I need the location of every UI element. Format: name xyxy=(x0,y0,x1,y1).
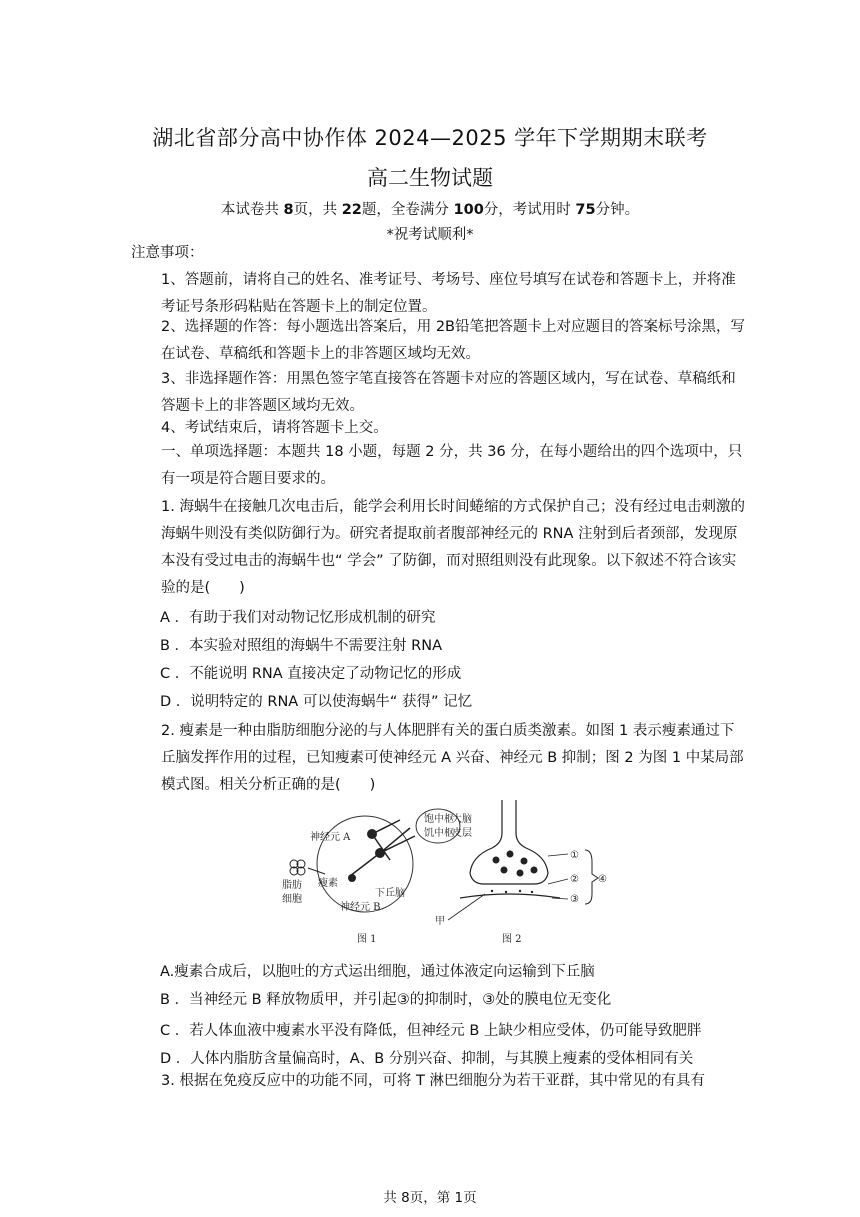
note-item: 3、非选择题作答：用黑色签字笔直接答在答题卡对应的答题区域内，写在试卷、草稿纸和答题卡上的非答题区域均无效。 xyxy=(161,371,736,414)
neuron-b-body xyxy=(375,848,385,858)
synapse-diagram xyxy=(460,800,560,898)
satiety-center-label: 饱中枢 xyxy=(424,814,454,825)
mark-4: ④ xyxy=(598,874,607,885)
mark-1: ① xyxy=(570,850,579,861)
q1-option-a: A ．有助于我们对动物记忆形成机制的研究 xyxy=(160,610,436,626)
figure-2-caption: 图 2 xyxy=(502,934,522,945)
note-item: 4、考试结束后，请将答题卡上交。 xyxy=(161,420,388,436)
leptin-label: 瘦素 xyxy=(318,878,338,889)
mark-2: ② xyxy=(570,874,579,885)
figure-1-caption: 图 1 xyxy=(357,934,377,945)
q2-option-d: D ．人体内脂肪含量偏高时，A、B 分别兴奋、抑制，与其膜上瘦素的受体相同有关 xyxy=(160,1051,694,1067)
cortex-label-2: 皮层 xyxy=(452,828,472,839)
notes-heading: 注意事项： xyxy=(131,245,204,261)
hunger-center-label: 饥中枢 xyxy=(424,828,454,839)
q1-option-b: B ．本实验对照组的海蜗牛不需要注射 RNA xyxy=(160,638,443,654)
question-1-stem: 1. 海蜗牛在接触几次电击后，能学会利用长时间蜷缩的方式保护自己；没有经过电击刺激的海蜗牛则没有类似防御行为。研究者提取前者腹部神经元的 RNA 注射到后者颈部，发现原本没有受过电击的海蜗牛也“ 学会” 了防御，而对照组则没有此现象。以下叙述不符合该实验的是( ) xyxy=(161,499,745,596)
note-item: 1、答题前，请将自己的姓名、准考证号、考场号、座位号填写在试卷和答题卡上，并将准考证号条形码粘贴在答题卡上的制定位置。 xyxy=(161,272,736,315)
q1-option-d: D ．说明特定的 RNA 可以使海蜗牛“ 获得” 记忆 xyxy=(160,694,473,710)
q2-option-a: A.瘦素合成后，以胞吐的方式运出细胞，通过体液定向运输到下丘脑 xyxy=(160,964,595,980)
fat-cell-label-2: 细胞 xyxy=(282,894,302,905)
q2-option-b: B ．当神经元 B 释放物质甲，并引起③的抑制时，③处的膜电位无变化 xyxy=(160,992,612,1008)
page-footer: 共 8页，第 1页 xyxy=(383,1190,477,1206)
exam-wish: *祝考试顺利* xyxy=(386,227,474,243)
exam-info: 本试卷共 8页，共 22题，全卷满分 100分，考试用时 75分钟。 xyxy=(220,202,640,218)
fat-cell-icon xyxy=(290,860,305,875)
leptin-figure xyxy=(280,798,610,950)
label-jia: 甲 xyxy=(435,916,445,927)
cortex-label-1: 大脑 xyxy=(452,814,472,825)
q2-option-c: C ．若人体血液中瘦素水平没有降低，但神经元 B 上缺少相应受体，仍可能导致肥胖 xyxy=(160,1023,702,1039)
neuron-a-body xyxy=(367,829,377,839)
q1-option-c: C ．不能说明 RNA 直接决定了动物记忆的形成 xyxy=(160,666,462,682)
section-heading: 一、单项选择题：本题共 18 小题，每题 2 分，共 36 分，在每小题给出的四个选项中，只有一项是符合题目要求的。 xyxy=(161,444,743,487)
neuron-b-label: 神经元 B xyxy=(340,902,381,913)
exam-title: 湖北省部分高中协作体 2024—2025 学年下学期期末联考 xyxy=(152,126,708,150)
question-3-stem: 3. 根据在免疫反应中的功能不同，可将 T 淋巴细胞分为若干亚群，其中常见的有具有 xyxy=(161,1073,706,1089)
hypothalamus-label: 下丘脑 xyxy=(375,888,405,899)
exam-subtitle: 高二生物试题 xyxy=(367,166,493,190)
mark-3: ③ xyxy=(570,894,579,905)
note-item: 2、选择题的作答：每小题选出答案后，用 2B铅笔把答题卡上对应题目的答案标号涂黑，写在试卷、草稿纸和答题卡上的非答题区域均无效。 xyxy=(161,319,746,362)
fat-cell-label-1: 脂肪 xyxy=(282,880,302,891)
neuron-a-label: 神经元 A xyxy=(310,832,351,843)
question-2-stem: 2. 瘦素是一种由脂肪细胞分泌的与人体肥胖有关的蛋白质类激素。如图 1 表示瘦素通过下丘脑发挥作用的过程，已知瘦素可使神经元 A 兴奋、神经元 B 抑制；图 2 为图 1 中某局部模式图。相关分析正确的是( ) xyxy=(161,723,744,793)
